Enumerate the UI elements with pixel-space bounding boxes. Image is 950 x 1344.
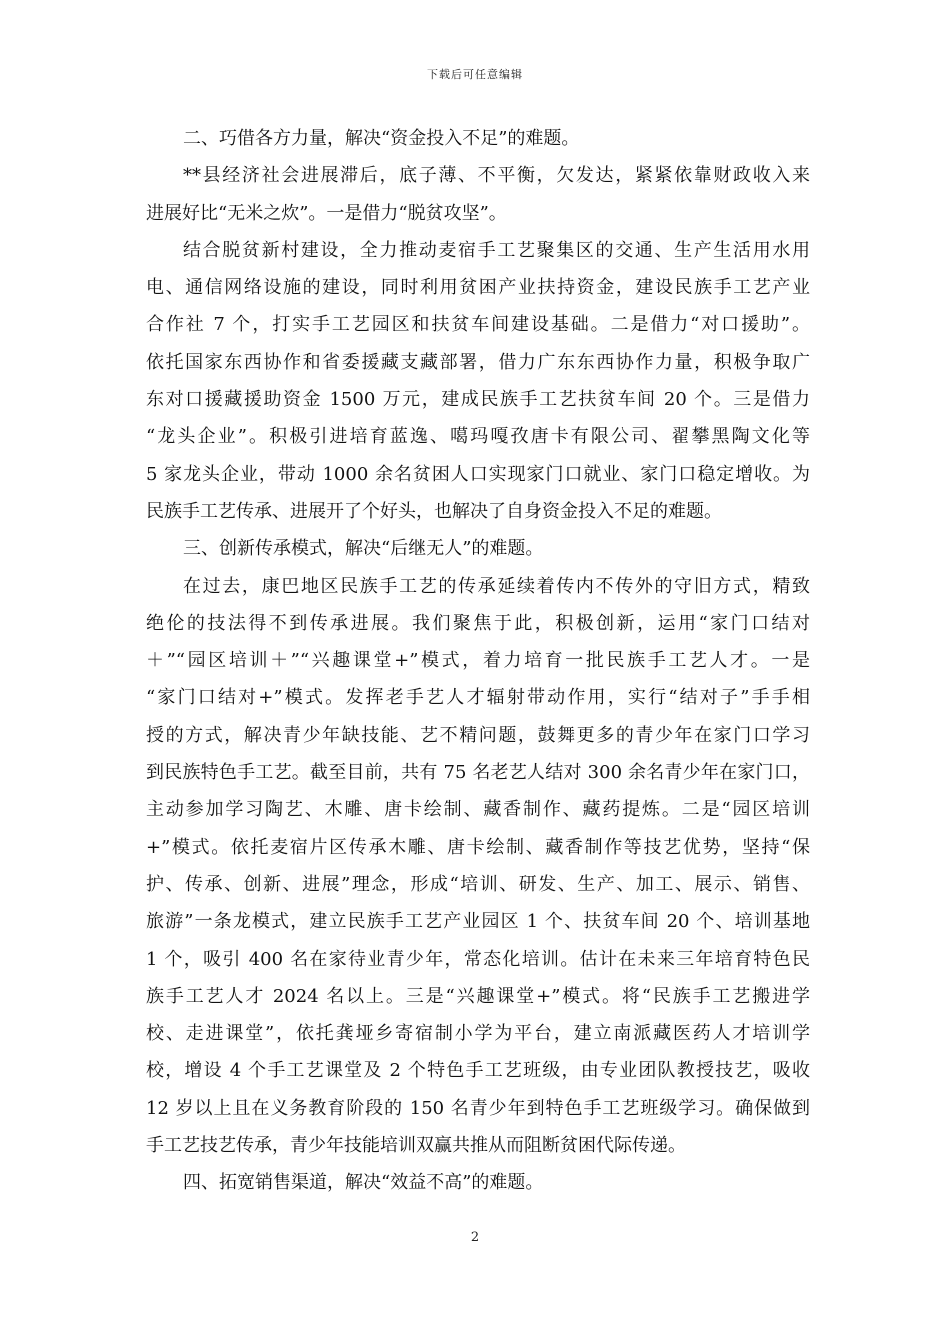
text-line: 依托国家东西协作和省委援藏支藏部署，借力广东东西协作力量，积极争取广	[146, 351, 810, 373]
text-line: 四、拓宽销售渠道，解决“效益不高”的难题。	[183, 1172, 544, 1194]
paragraph	[146, 232, 810, 530]
section-heading	[146, 1164, 810, 1201]
text-line: 手工艺技艺传承，青少年技能培训双赢共推从而阻断贫困代际传递。	[146, 1135, 686, 1157]
text-line: 授的方式，解决青少年缺技能、艺不精问题，鼓舞更多的青少年在家门口学习	[146, 724, 810, 746]
page-header: 下载后可任意编辑	[427, 68, 523, 81]
text-line: 结合脱贫新村建设，全力推动麦宿手工艺聚集区的交通、生产生活用水用	[183, 239, 810, 261]
text-line: 护、传承、创新、进展”理念，形成“培训、研发、生产、加工、展示、销售、	[146, 873, 810, 895]
text-line: 民族手工艺传承、进展开了个好头，也解决了自身资金投入不足的难题。	[146, 500, 722, 522]
text-line: 东对口援藏援助资金 1500 万元，建成民族手工艺扶贫车间 20 个。三是借力	[146, 389, 810, 411]
text-line: 绝伦的技法得不到传承进展。我们聚焦于此，积极创新，运用“家门口结对	[146, 612, 810, 634]
section-heading	[146, 530, 810, 567]
section-heading	[146, 120, 810, 157]
text-line: 到民族特色手工艺。截至目前，共有 75 名老艺人结对 300 余名青少年在家门口，	[146, 762, 810, 784]
text-line: ＋”“园区培训＋”“兴趣课堂+”模式，着力培育一批民族手工艺人才。一是	[146, 650, 810, 672]
text-line: 主动参加学习陶艺、木雕、唐卡绘制、藏香制作、藏药提炼。二是“园区培训	[146, 799, 810, 821]
text-line: **县经济社会进展滞后，底子薄、不平衡，欠发达，紧紧依靠财政收入来	[183, 165, 810, 187]
text-line: 12 岁以上且在义务教育阶段的 150 名青少年到特色手工艺班级学习。确保做到	[146, 1097, 810, 1119]
text-line: “家门口结对+”模式。发挥老手艺人才辐射带动作用，实行“结对子”手手相	[146, 687, 810, 709]
text-line: 校、走进课堂”，依托龚垭乡寄宿制小学为平台，建立南派藏医药人才培训学	[146, 1023, 810, 1045]
text-line: 二、巧借各方力量，解决“资金投入不足”的难题。	[183, 128, 580, 149]
text-line: 三、创新传承模式，解决“后继无人”的难题。	[183, 538, 544, 560]
text-line: +”模式。依托麦宿片区传承木雕、唐卡绘制、藏香制作等技艺优势，坚持“保	[146, 836, 810, 858]
text-line: 旅游”一条龙模式，建立民族手工艺产业园区 1 个、扶贫车间 20 个、培训基地	[146, 911, 810, 933]
text-line: 在过去，康巴地区民族手工艺的传承延续着传内不传外的守旧方式，精致	[183, 575, 810, 597]
text-line: 1 个，吸引 400 名在家待业青少年，常态化培训。估计在未来三年培育特色民	[146, 948, 810, 970]
page-number: 2	[470, 1230, 480, 1245]
text-line: 族手工艺人才 2024 名以上。三是“兴趣课堂+”模式。将“民族手工艺搬进学	[146, 985, 810, 1007]
paragraph	[146, 568, 810, 1165]
text-line: 电、通信网络设施的建设，同时利用贫困产业扶持资金，建设民族手工艺产业	[146, 277, 810, 299]
text-line: 校，增设 4 个手工艺课堂及 2 个特色手工艺班级，由专业团队教授技艺，吸收	[146, 1060, 810, 1082]
text-line: 进展好比“无米之炊”。一是借力“脱贫攻坚”。	[146, 202, 507, 224]
text-line: “龙头企业”。积极引进培育蓝逸、噶玛嘎孜唐卡有限公司、翟攀黑陶文化等	[146, 426, 810, 448]
text-line: 5 家龙头企业，带动 1000 余名贫困人口实现家门口就业、家门口稳定增收。为	[146, 463, 810, 485]
text-line: 合作社 7 个，打实手工艺园区和扶贫车间建设基础。二是借力“对口援助”。	[146, 314, 810, 336]
document-body	[146, 120, 810, 1202]
paragraph	[146, 157, 810, 232]
